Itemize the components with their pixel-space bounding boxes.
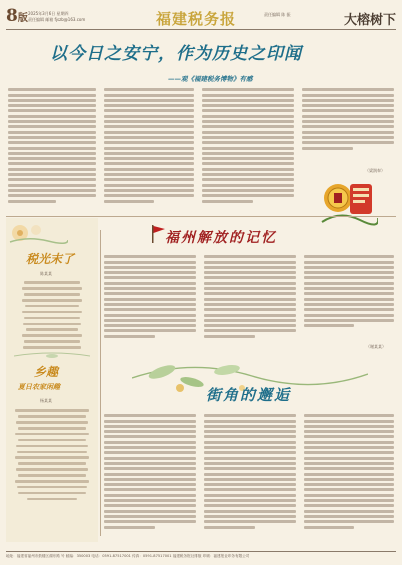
poem2-title: 乡趣 — [34, 365, 59, 379]
mid-article-title: 福州解放的记忆 — [165, 230, 277, 246]
masthead — [6, 4, 396, 30]
issue-date: 2025年3月6日 星期四 — [28, 11, 69, 16]
page-number: 8版 — [6, 6, 28, 26]
top-article-column-4 — [302, 86, 394, 152]
poem1-body — [12, 278, 92, 352]
top-article-title: 以今日之安宁，作为历史之印闻 — [50, 44, 302, 64]
poem1-title: 税光末了 — [26, 252, 75, 266]
bottom-article-column-1 — [104, 412, 196, 531]
red-flag-icon — [150, 224, 166, 244]
editor-name: 责任编辑 陈 振 — [264, 12, 291, 17]
bottom-article-title: 街角的邂逅 — [206, 386, 292, 404]
top-article-signature: （梁润奉） — [365, 168, 385, 173]
paper-name: 福建税务报 — [156, 10, 237, 28]
top-article-column-1 — [8, 86, 96, 205]
bottom-article-column-3 — [304, 412, 394, 531]
editor-email: 责任编辑 邮箱 fjszb@163.com — [28, 17, 86, 22]
leaf-divider-icon — [14, 352, 90, 360]
poem2-subtitle: 夏日农家闲趣 — [18, 382, 60, 391]
top-article-subtitle: ——观《福建税务博物》有感 — [168, 75, 253, 83]
column-divider — [100, 230, 101, 536]
section-name: 大榕树下 — [343, 13, 396, 28]
top-article-column-2 — [104, 86, 194, 205]
bottom-article-column-2 — [204, 412, 296, 531]
mid-article-column-1 — [104, 253, 196, 340]
mid-article-column-3 — [304, 253, 394, 329]
flower-decoration-icon — [8, 222, 68, 244]
poem2-body — [10, 406, 94, 504]
poem1-author: 陈某某 — [40, 271, 52, 276]
poem2-author: 杨某某 — [40, 398, 52, 403]
page-footer: 地址：福建省福州市鼓楼区湖东路 号 邮编：350003 电话：0591-87517001 传真：0591-87517001 福建税务报社排版 印刷：福建报业印务有限公司 — [6, 551, 396, 559]
top-article-column-3 — [202, 86, 294, 205]
mid-article-column-2 — [204, 253, 296, 340]
mid-article-signature: （谢某某） — [366, 344, 386, 349]
tax-badge-illustration — [320, 178, 378, 226]
